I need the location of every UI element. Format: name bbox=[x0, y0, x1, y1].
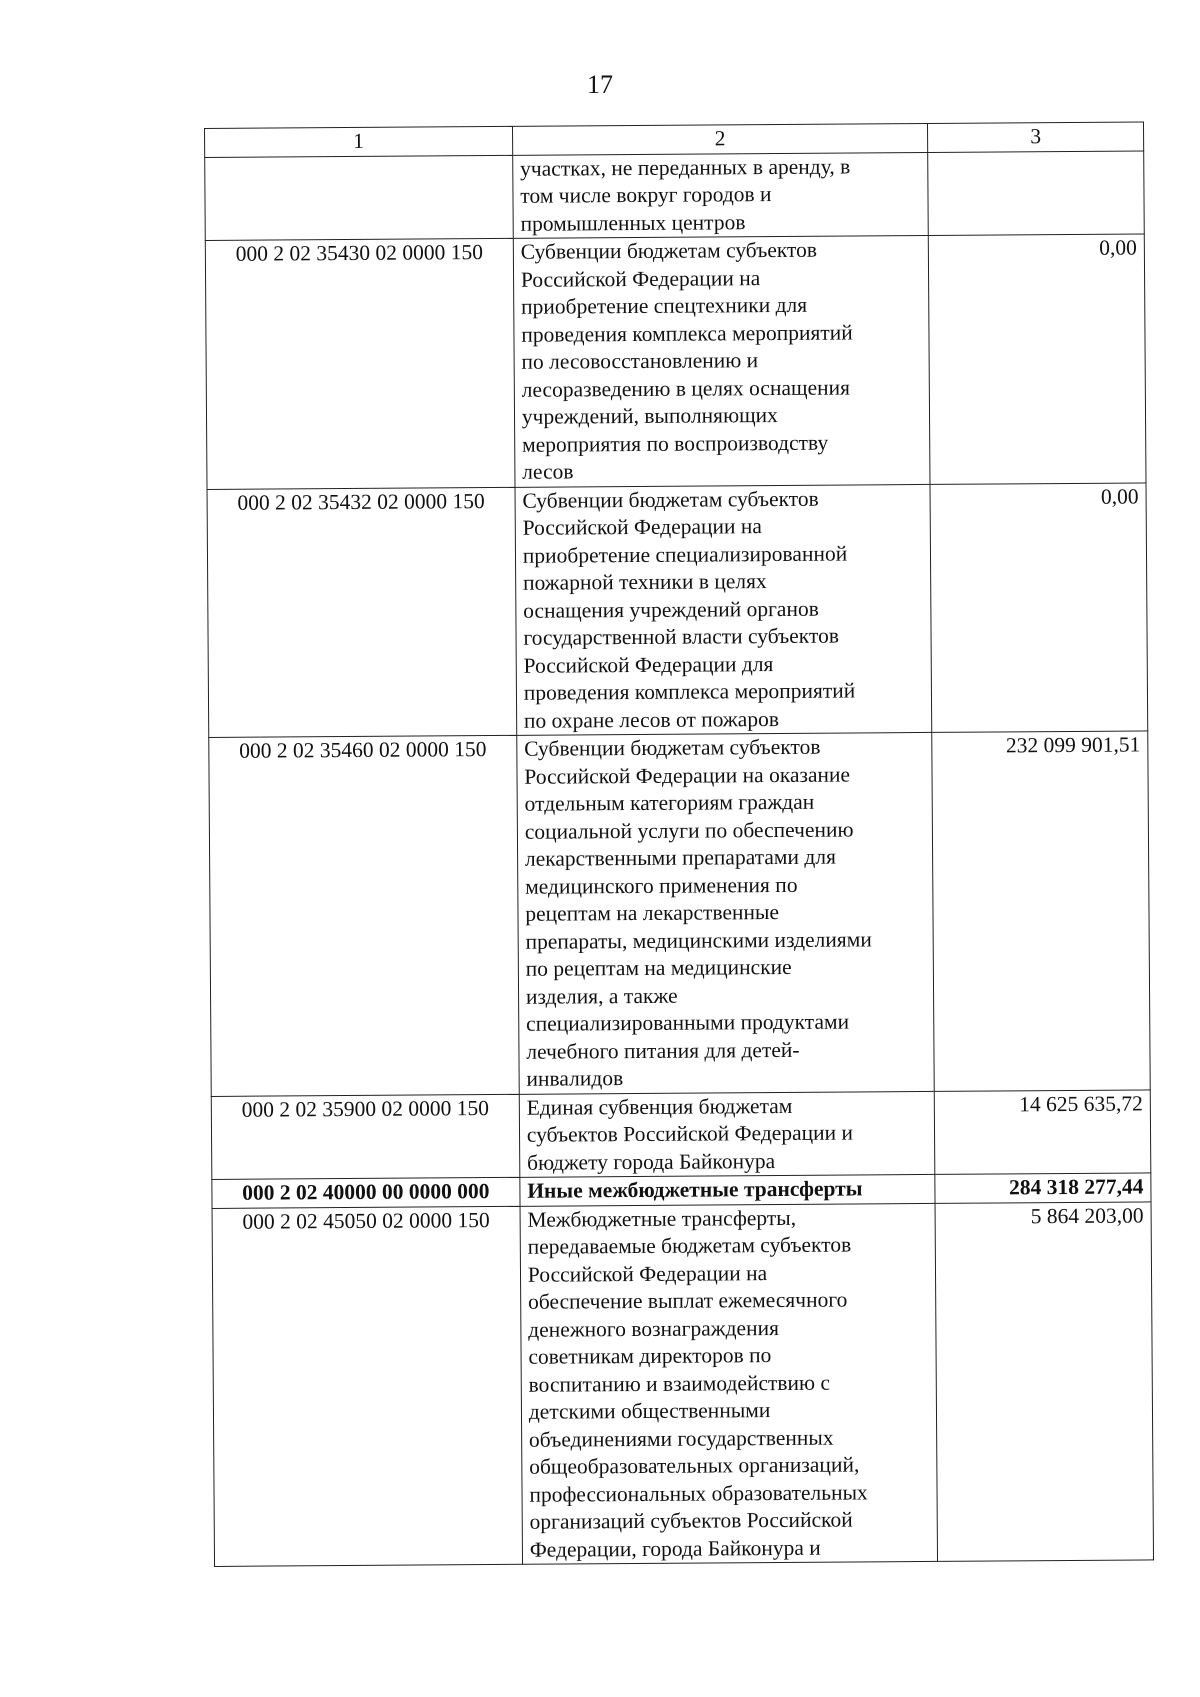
table-row bbox=[207, 482, 1148, 737]
description-line: проведения комплекса мероприятий bbox=[521, 319, 853, 347]
description-line: лекарственными препаратами для bbox=[524, 844, 836, 871]
description-line: социальной услуги по обеспечению bbox=[524, 816, 854, 844]
budget-code: 000 2 02 35460 02 0000 150 bbox=[209, 735, 519, 1096]
description-line: специализированными продуктами bbox=[526, 1009, 850, 1036]
column-header-1: 1 bbox=[205, 126, 513, 157]
description-line: детскими общественными bbox=[528, 1398, 771, 1424]
amount-value: 0,00 bbox=[928, 234, 1146, 484]
description-line: Единая субвенция бюджетам bbox=[526, 1093, 793, 1120]
description-line: советникам директоров по bbox=[528, 1343, 772, 1369]
description-line: промышленных центров bbox=[520, 209, 746, 236]
description-line: Субвенции бюджетам субъектов bbox=[522, 486, 819, 513]
description-line: объединениями государственных bbox=[528, 1425, 834, 1452]
budget-code: 000 2 02 35432 02 0000 150 bbox=[207, 487, 517, 738]
description-line: организаций субъектов Российской bbox=[529, 1507, 853, 1534]
description-line: Российской Федерации на bbox=[520, 265, 761, 292]
description-line: общеобразовательных организаций, bbox=[529, 1452, 860, 1479]
description-line: учреждений, выполняющих bbox=[521, 403, 778, 429]
income-description bbox=[513, 152, 929, 238]
income-description bbox=[520, 1203, 938, 1564]
description-line: мероприятия по воспроизводству bbox=[521, 430, 829, 457]
description-line: лесоразведению в целях оснащения bbox=[521, 374, 851, 402]
table-row bbox=[209, 731, 1150, 1096]
description-line: Российской Федерации для bbox=[523, 651, 774, 678]
description-line: обеспечение выплат ежемесячного bbox=[527, 1287, 848, 1314]
amount-value: 284 318 277,44 bbox=[935, 1173, 1151, 1203]
description-line: бюджету города Байконура bbox=[526, 1148, 776, 1175]
description-line: Российской Федерации на оказание bbox=[524, 762, 851, 789]
amount-value: 5 864 203,00 bbox=[935, 1201, 1153, 1561]
description-line: оснащения учреждений органов bbox=[523, 596, 819, 623]
budget-code bbox=[205, 155, 513, 241]
description-line: передаваемые бюджетам субъектов bbox=[527, 1232, 852, 1259]
description-line: том числе вокруг городов и bbox=[520, 182, 772, 208]
budget-code: 000 2 02 35430 02 0000 150 bbox=[205, 238, 515, 489]
description-line: Российской Федерации на bbox=[527, 1260, 768, 1287]
table-row bbox=[205, 150, 1145, 240]
income-description bbox=[520, 1174, 936, 1205]
description-line: Субвенции бюджетам субъектов bbox=[520, 237, 818, 264]
description-line: лесов bbox=[522, 459, 574, 484]
description-line: по рецептам на медицинские bbox=[525, 954, 792, 981]
description-line: Иные межбюджетные трансферты bbox=[527, 1176, 863, 1203]
description-line: отдельным категориям граждан bbox=[524, 789, 815, 816]
budget-code: 000 2 02 35900 02 0000 150 bbox=[211, 1094, 519, 1180]
description-line: проведения комплекса мероприятий bbox=[523, 678, 856, 705]
description-line: профессиональных образовательных bbox=[529, 1479, 868, 1507]
description-line: по лесовосстановлению и bbox=[521, 348, 759, 374]
amount-value: 232 099 901,51 bbox=[932, 731, 1150, 1091]
description-line: рецептам на лекарственные bbox=[525, 900, 780, 926]
income-description bbox=[519, 1091, 935, 1177]
table-row bbox=[212, 1201, 1153, 1566]
description-line: субъектов Российской Федерации и bbox=[526, 1120, 854, 1147]
budget-code: 000 2 02 40000 00 0000 000 bbox=[212, 1177, 520, 1208]
income-description bbox=[515, 484, 932, 735]
description-line: изделия, а также bbox=[525, 983, 678, 1009]
description-line: Субвенции бюджетам субъектов bbox=[524, 734, 821, 761]
table-row bbox=[205, 234, 1146, 489]
budget-code: 000 2 02 45050 02 0000 150 bbox=[212, 1206, 522, 1567]
description-line: медицинского применения по bbox=[525, 872, 798, 899]
table-body bbox=[205, 150, 1154, 1566]
amount-value: 14 625 635,72 bbox=[934, 1089, 1150, 1174]
description-line: лечебного питания для детей- bbox=[526, 1037, 800, 1064]
description-line: пожарной техники в целях bbox=[522, 569, 767, 595]
column-header-2: 2 bbox=[512, 123, 928, 154]
income-description bbox=[513, 235, 930, 486]
description-line: денежного вознаграждения bbox=[528, 1315, 780, 1342]
page-number: 17 bbox=[587, 70, 613, 99]
description-line: препараты, медицинскими изделиями bbox=[525, 926, 872, 954]
column-header-3: 3 bbox=[928, 122, 1144, 152]
amount-value bbox=[928, 150, 1144, 235]
description-line: инвалидов bbox=[526, 1066, 624, 1091]
description-line: Межбюджетные трансферты, bbox=[527, 1205, 797, 1232]
description-line: Российской Федерации на bbox=[522, 514, 763, 540]
description-line: приобретение специализированной bbox=[522, 541, 848, 568]
description-line: Федерации, города Байконура и bbox=[529, 1535, 821, 1562]
income-description bbox=[517, 732, 935, 1093]
amount-value: 0,00 bbox=[930, 482, 1148, 732]
description-line: участках, не переданных в аренду, в bbox=[520, 153, 851, 181]
table-row bbox=[211, 1089, 1151, 1179]
description-line: государственной власти субъектов bbox=[523, 623, 840, 650]
description-line: по охране лесов от пожаров bbox=[523, 706, 780, 733]
budget-table bbox=[204, 121, 1154, 1567]
description-line: приобретение спецтехники для bbox=[521, 292, 808, 319]
description-line: воспитанию и взаимодействию с bbox=[528, 1370, 831, 1397]
